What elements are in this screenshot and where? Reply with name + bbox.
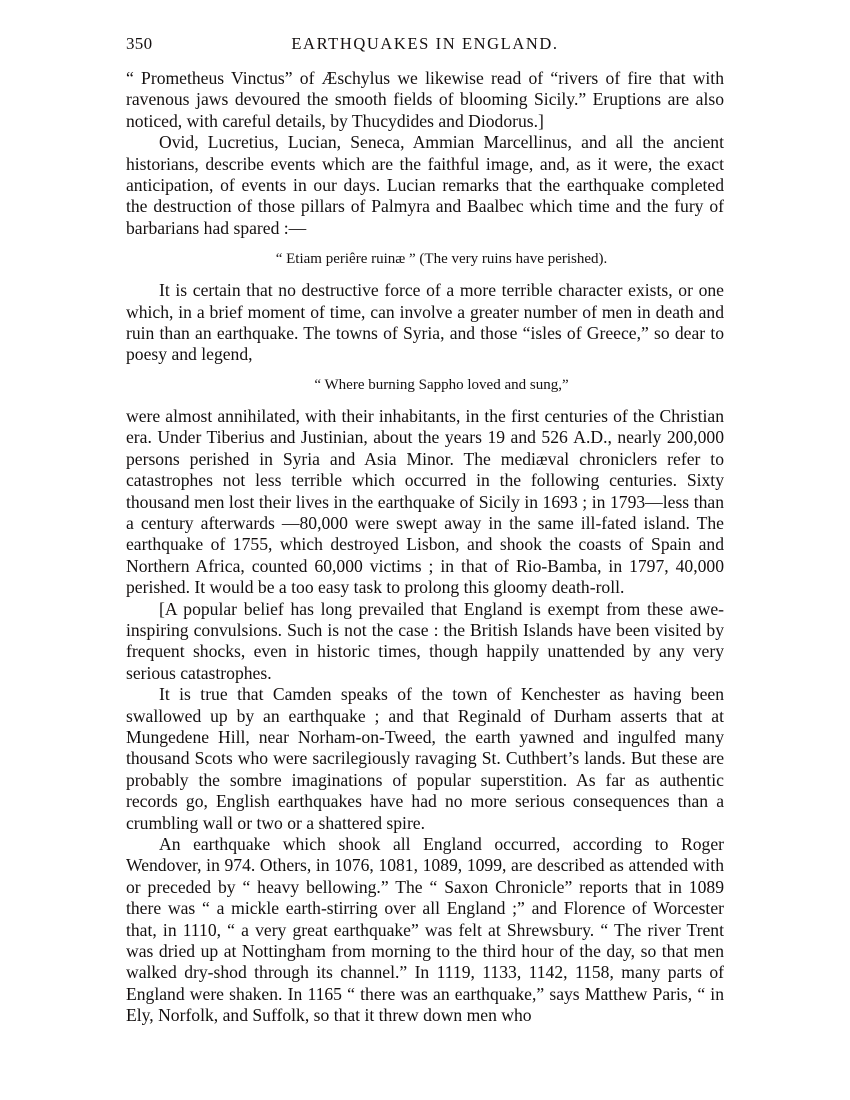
paragraph-4 bbox=[126, 406, 724, 599]
paragraph-4-part-1: were almost annihilated, with their inhabitants, in the first centuries of the Christian era. Under Tiberius and Justinian, about the years 19 and 526 bbox=[126, 405, 724, 448]
running-head: EARTHQUAKES IN ENGLAND. bbox=[291, 34, 559, 53]
paragraph-3: It is certain that no destructive force of a more terrible character exists, or one which, in a brief moment of time, can involve a greater number of men in death and ruin than an earthquake. The towns of Syria, and those “isles of Greece,” so dear to poesy and legend, bbox=[126, 280, 724, 365]
paragraph-5: [A popular belief has long prevailed that England is exempt from these awe-inspiring convulsions. Such is not the case : the British Islands have been visited by frequent shocks, even in historic times, though happily unattended by any very serious catastrophes. bbox=[126, 598, 724, 683]
quotation-1: “ Etiam periêre ruinæ ” (The very ruins have perished). bbox=[275, 251, 608, 268]
paragraph-4-part-2: , nearly 200,000 persons perished in Syria and Asia Minor. The mediæval chroniclers refer to catastrophes not less terrible which occurred in the following centuries. Sixty thousand men lost their lives in the earthquake of Sicily in 1693 ; in 1793—less than a century afterwards —80,000 were swept away in the same ill-fated island. The earthquake of 1755, which destroyed Lisbon, and shook the coasts of Spain and Northern Africa, counted 60,000 victims ; in that of Rio-Bamba, in 1797, 40,000 perished. It would be a too easy task to prolong this gloomy death-roll. bbox=[126, 427, 724, 598]
paragraph-7: An earthquake which shook all England occurred, according to Roger Wendover, in 974. Others, in 1076, 1081, 1089, 1099, are described as attended with or preceded by “ heavy bellowing.” The “ Saxon Chronicle” reports that in 1089 there was “ a mickle earth-stirring over all England ;” and Florence of Worcester that, in 1110, “ a very great earthquake” was felt at Shrewsbury. “ The river Trent was dried up at Nottingham from morning to the third hour of the day, so that men walked dry-shod through its channel.” In 1119, 1133, 1142, 1158, many parts of England were shaken. In 1165 “ there was an earthquake,” says Matthew Paris, “ in Ely, Norfolk, and Suffolk, so that it threw down men who bbox=[126, 834, 724, 1026]
anno-domini-abbrev: A.D. bbox=[573, 427, 608, 448]
paragraph-2: Ovid, Lucretius, Lucian, Seneca, Ammian Marcellinus, and all the ancient historians, describe events which are the faithful image, and, as it were, the exact anticipation, of events in our days. Lucian remarks that the earthquake completed the destruction of those pillars of Palmyra and Baalbec which time and the fury of barbarians had spared :— bbox=[126, 132, 724, 238]
paragraph-1: “ Prometheus Vinctus” of Æschylus we likewise read of “rivers of fire that with ravenous jaws devoured the smooth fields of blooming Sicily.” Eruptions are also noticed, with careful details, by Thucydides and Diodorus.] bbox=[126, 68, 724, 131]
page-number: 350 bbox=[126, 34, 153, 53]
page-body bbox=[126, 68, 724, 1027]
paragraph-6: It is true that Camden speaks of the town of Kenchester as having been swallowed up by an earthquake ; and that Reginald of Durham asserts that at Mungedene Hill, near Norham-on-Tweed, the earth yawned and ingulfed many thousand Scots who were sacrilegiously ravaging St. Cuthbert’s lands. But these are probably the sombre imaginations of popular superstition. As far as authentic records go, English earthquakes have had no more serious consequences than a crumbling wall or two or a shattered spire. bbox=[126, 684, 724, 833]
quotation-2: “ Where burning Sappho loved and sung,” bbox=[314, 376, 569, 393]
page-header bbox=[126, 30, 724, 60]
